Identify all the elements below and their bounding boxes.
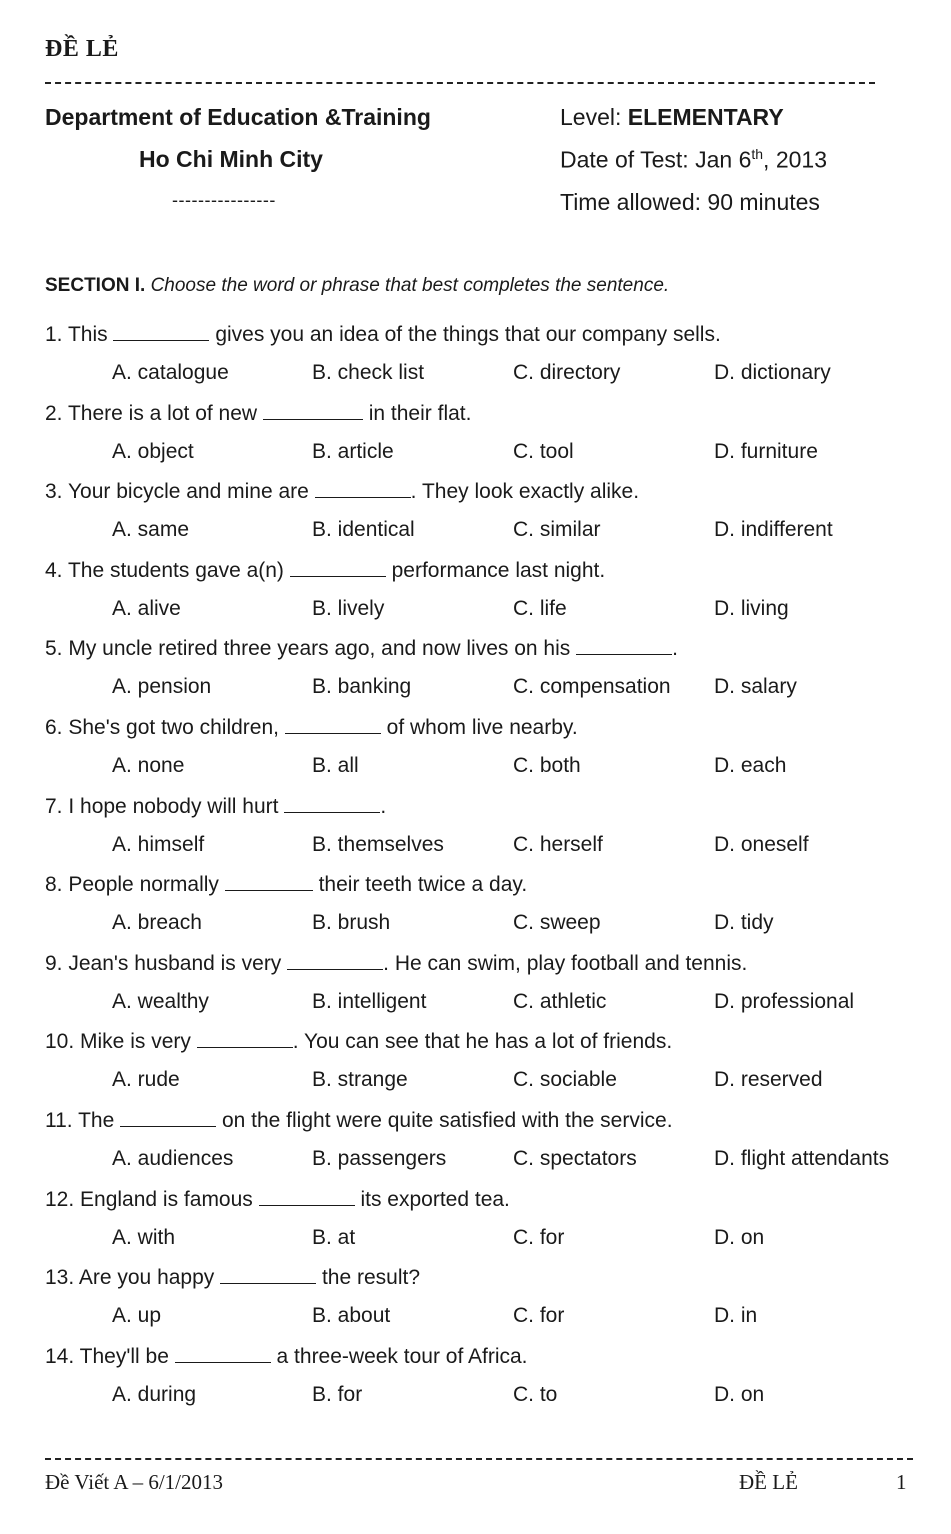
question-9-option-d: D. professional <box>714 989 855 1013</box>
question-4-option-a: A. alive <box>112 596 181 620</box>
question-14-option-b: B. for <box>312 1382 363 1406</box>
question-text: . They look exactly alike. <box>410 480 640 504</box>
question-text: 6. She's got two children, <box>45 716 285 739</box>
question-4-option-b: B. lively <box>312 596 385 620</box>
question-9-option-b: B. intelligent <box>312 989 427 1013</box>
question-text: of whom live nearby. <box>380 716 578 739</box>
answer-blank <box>290 558 386 577</box>
question-2 <box>45 401 471 426</box>
question-3-option-d: D. indifferent <box>714 518 833 542</box>
document-title: ĐỀ LẺ <box>45 36 119 62</box>
question-10 <box>45 1029 672 1054</box>
question-text: 4. The students gave a(n) <box>45 558 290 582</box>
question-4 <box>45 558 605 583</box>
question-10-option-d: D. reserved <box>714 1068 823 1092</box>
question-6-option-d: D. each <box>714 754 787 777</box>
question-4-option-c: C. life <box>513 596 567 620</box>
question-text: 13. Are you happy <box>45 1266 221 1290</box>
question-text: 8. People normally <box>45 873 225 897</box>
question-text: a three-week tour of Africa. <box>270 1344 528 1368</box>
question-text: in their flat. <box>362 401 472 425</box>
time-allowed: Time allowed: 90 minutes <box>560 189 820 215</box>
answer-blank <box>197 1029 293 1048</box>
answer-blank <box>285 715 381 734</box>
answer-blank <box>225 872 313 891</box>
question-13-option-d: D. in <box>714 1304 758 1328</box>
question-11-option-d: D. flight attendants <box>714 1147 890 1170</box>
question-7 <box>45 794 386 819</box>
question-13 <box>45 1265 420 1290</box>
question-12-option-a: A. with <box>112 1225 176 1249</box>
question-1 <box>45 322 721 347</box>
question-11-option-a: A. audiences <box>112 1147 234 1170</box>
question-10-option-a: A. rude <box>112 1068 180 1092</box>
answer-blank <box>220 1265 316 1284</box>
question-11 <box>45 1108 673 1133</box>
question-4-option-d: D. living <box>714 596 789 620</box>
question-1-option-d: D. dictionary <box>714 361 831 384</box>
answer-blank <box>287 951 383 970</box>
footer-divider <box>45 1458 913 1460</box>
question-text: 12. England is famous <box>45 1187 259 1211</box>
question-2-option-d: D. furniture <box>714 439 818 463</box>
question-8-option-c: C. sweep <box>513 911 601 935</box>
question-7-option-a: A. himself <box>112 832 205 856</box>
answer-blank <box>120 1108 216 1127</box>
question-text: their teeth twice a day. <box>312 873 528 897</box>
question-12-option-d: D. on <box>714 1225 765 1249</box>
footer-version: ĐỀ LẺ <box>739 1470 798 1494</box>
question-5-option-d: D. salary <box>714 675 797 699</box>
question-6-option-b: B. all <box>312 754 359 777</box>
date-of-test <box>560 146 827 174</box>
level-label: Level: <box>560 104 628 130</box>
answer-blank <box>259 1187 355 1206</box>
question-14 <box>45 1344 528 1369</box>
date-suffix: , 2013 <box>763 146 827 173</box>
question-8-option-b: B. brush <box>312 911 391 935</box>
question-8-option-a: A. breach <box>112 911 202 935</box>
question-text: 10. Mike is very <box>45 1030 197 1054</box>
question-6-option-a: A. none <box>112 754 185 777</box>
question-12-option-c: C. for <box>513 1225 565 1249</box>
header-divider <box>45 82 875 84</box>
question-7-option-b: B. themselves <box>312 832 444 856</box>
question-text: 2. There is a lot of new <box>45 401 263 425</box>
question-14-option-a: A. during <box>112 1382 197 1406</box>
level-value: ELEMENTARY <box>627 104 784 130</box>
question-9 <box>45 951 747 976</box>
question-11-option-c: C. spectators <box>513 1147 637 1170</box>
question-14-option-d: D. on <box>714 1382 765 1406</box>
question-text: . He can swim, play football and tennis. <box>383 951 748 975</box>
section-instruction: Choose the word or phrase that best completes the sentence. <box>150 275 670 296</box>
question-text: on the flight were quite satisfied with the service. <box>216 1109 673 1132</box>
question-3-option-b: B. identical <box>312 518 415 542</box>
question-2-option-c: C. tool <box>513 439 574 463</box>
question-13-option-c: C. for <box>513 1304 565 1328</box>
question-8-option-d: D. tidy <box>714 911 774 935</box>
date-superscript: th <box>751 146 764 162</box>
question-text: 3. Your bicycle and mine are <box>45 480 315 504</box>
question-6 <box>45 715 578 740</box>
question-2-option-b: B. article <box>312 439 394 463</box>
question-5-option-a: A. pension <box>112 675 212 699</box>
question-5 <box>45 636 678 661</box>
question-10-option-c: C. sociable <box>513 1068 617 1092</box>
question-3-option-c: C. similar <box>513 518 601 542</box>
question-9-option-a: A. wealthy <box>112 989 209 1013</box>
question-text: 9. Jean's husband is very <box>45 951 288 975</box>
question-text: gives you an idea of the things that our company sells. <box>209 323 721 346</box>
question-1-option-a: A. catalogue <box>112 361 229 384</box>
answer-blank <box>175 1344 271 1363</box>
question-text: the result? <box>316 1266 421 1290</box>
question-text: 1. This <box>45 323 114 346</box>
question-text: 14. They'll be <box>45 1344 175 1368</box>
answer-blank <box>284 794 380 813</box>
department-name: Department of Education &Training <box>45 104 431 130</box>
question-2-option-a: A. object <box>112 439 194 463</box>
question-1-option-b: B. check list <box>312 361 425 384</box>
question-6-option-c: C. both <box>513 754 581 777</box>
section-label: SECTION I. <box>45 275 146 296</box>
question-text: . <box>672 637 678 661</box>
question-13-option-b: B. about <box>312 1304 391 1328</box>
short-divider: ---------------- <box>172 190 276 210</box>
question-text: 11. The <box>45 1109 121 1132</box>
question-13-option-a: A. up <box>112 1304 162 1328</box>
answer-blank <box>576 636 672 655</box>
question-text: . You can see that he has a lot of friends. <box>292 1030 673 1054</box>
question-12-option-b: B. at <box>312 1225 356 1249</box>
question-8 <box>45 872 527 897</box>
answer-blank <box>315 479 411 498</box>
answer-blank <box>263 401 363 420</box>
question-7-option-c: C. herself <box>513 832 603 856</box>
question-text: 7. I hope nobody will hurt <box>45 794 285 818</box>
question-5-option-c: C. compensation <box>513 675 671 699</box>
question-text: 5. My uncle retired three years ago, and now lives on his <box>45 637 577 661</box>
question-text: performance last night. <box>385 558 606 582</box>
footer-exam-code: Đề Viết A – 6/1/2013 <box>45 1470 224 1494</box>
date-prefix: Date of Test: Jan 6 <box>560 146 752 173</box>
question-1-option-c: C. directory <box>513 361 621 384</box>
question-text: . <box>380 794 387 818</box>
city-name: Ho Chi Minh City <box>139 146 323 172</box>
question-11-option-b: B. passengers <box>312 1147 447 1170</box>
question-9-option-c: C. athletic <box>513 989 607 1013</box>
question-text: its exported tea. <box>354 1187 510 1211</box>
answer-blank <box>113 322 209 341</box>
question-14-option-c: C. to <box>513 1382 558 1406</box>
question-3 <box>45 479 639 504</box>
question-12 <box>45 1187 510 1212</box>
question-3-option-a: A. same <box>112 518 190 542</box>
level-line <box>560 104 784 131</box>
question-7-option-d: D. oneself <box>714 832 809 856</box>
page-number: 1 <box>896 1470 907 1494</box>
section-heading <box>45 275 669 297</box>
question-5-option-b: B. banking <box>312 675 412 699</box>
question-10-option-b: B. strange <box>312 1068 408 1092</box>
